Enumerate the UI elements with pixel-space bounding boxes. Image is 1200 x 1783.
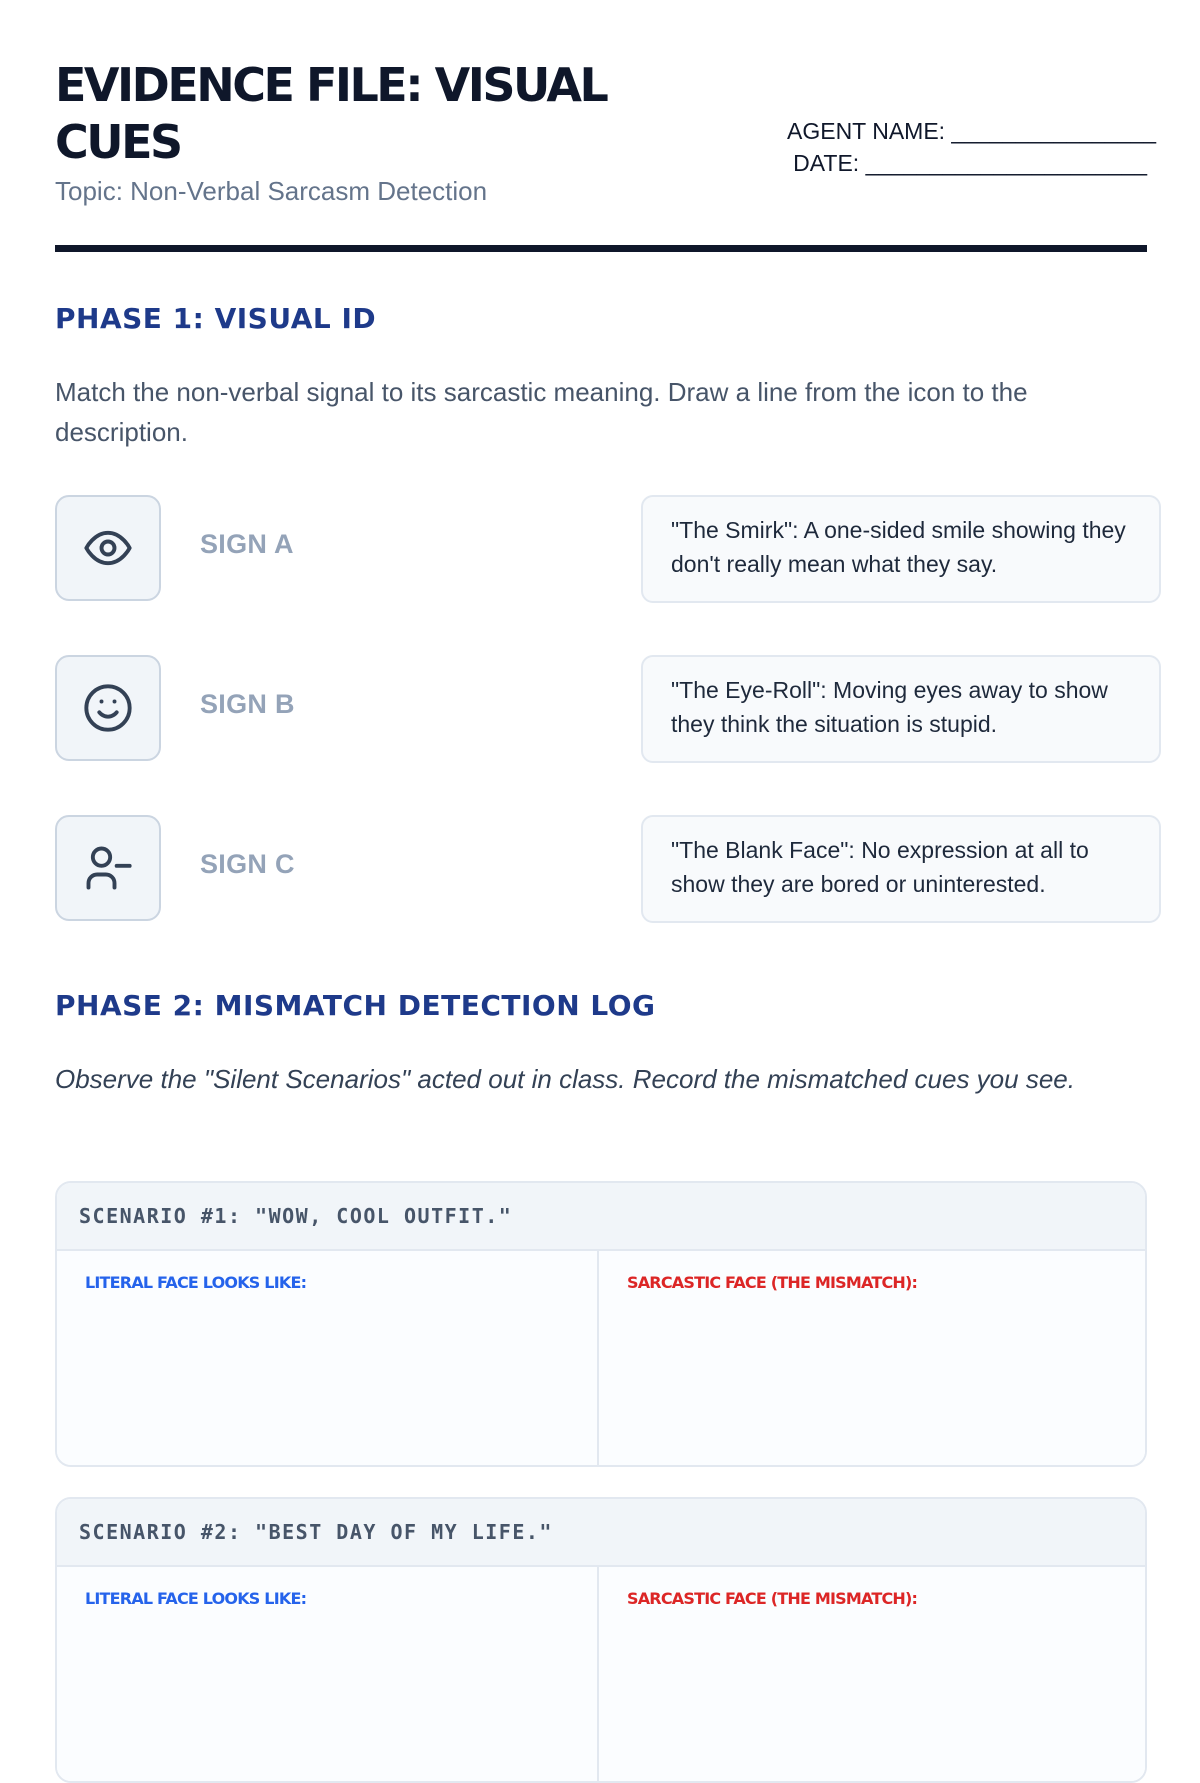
student-info	[787, 115, 1157, 179]
literal-face-answer-area[interactable]	[57, 1567, 599, 1781]
match-row	[55, 655, 1147, 761]
match-row	[55, 815, 1147, 921]
literal-face-answer-area[interactable]	[57, 1251, 599, 1465]
sarcastic-face-answer-area[interactable]	[599, 1251, 1145, 1465]
agent-name-field[interactable]: AGENT NAME: ________________	[787, 118, 1157, 144]
eye-icon	[82, 522, 134, 574]
literal-face-label: LITERAL FACE LOOKS LIKE:	[85, 1273, 307, 1292]
phase2-title: PHASE 2: MISMATCH DETECTION LOG	[55, 989, 656, 1022]
smile-icon	[82, 682, 134, 734]
scenario-body	[57, 1251, 1145, 1465]
match-row	[55, 495, 1147, 601]
description-box[interactable]: "The Smirk": A one-sided smile showing they don't really mean what they say.	[641, 495, 1161, 603]
description-box[interactable]: "The Eye-Roll": Moving eyes away to show they think the situation is stupid.	[641, 655, 1161, 763]
sign-b-icon-box[interactable]	[55, 655, 161, 761]
sign-label: SIGN B	[200, 689, 295, 719]
phase2-instructions: Observe the "Silent Scenarios" acted out in class. Record the mismatched cues you see.	[55, 1064, 1075, 1094]
sign-a-icon-box[interactable]	[55, 495, 161, 601]
sign-label: SIGN A	[200, 529, 294, 559]
sign-label: SIGN C	[200, 849, 295, 879]
scenario-title: SCENARIO #2: "BEST DAY OF MY LIFE."	[57, 1499, 1145, 1567]
literal-face-label: LITERAL FACE LOOKS LIKE:	[85, 1589, 307, 1608]
sarcastic-face-label: SARCASTIC FACE (THE MISMATCH):	[627, 1273, 918, 1292]
scenario-card	[55, 1497, 1147, 1783]
phase1-title: PHASE 1: VISUAL ID	[55, 302, 377, 335]
scenario-title: SCENARIO #1: "WOW, COOL OUTFIT."	[57, 1183, 1145, 1251]
sarcastic-face-answer-area[interactable]	[599, 1567, 1145, 1781]
worksheet-header	[55, 55, 1157, 252]
date-field[interactable]: DATE: ______________________	[793, 150, 1147, 176]
scenario-body	[57, 1567, 1145, 1781]
description-box[interactable]: "The Blank Face": No expression at all to show they are bored or uninterested.	[641, 815, 1161, 923]
phase1-instructions: Match the non-verbal signal to its sarcastic meaning. Draw a line from the icon to the description.	[55, 377, 1028, 447]
scenario-card	[55, 1181, 1147, 1467]
sign-c-icon-box[interactable]	[55, 815, 161, 921]
user-minus-icon	[82, 842, 134, 894]
worksheet-page	[55, 0, 1157, 1608]
sarcastic-face-label: SARCASTIC FACE (THE MISMATCH):	[627, 1589, 918, 1608]
page-title: EVIDENCE FILE: VISUAL CUES	[55, 58, 607, 169]
topic-subtitle: Topic: Non-Verbal Sarcasm Detection	[55, 176, 488, 206]
